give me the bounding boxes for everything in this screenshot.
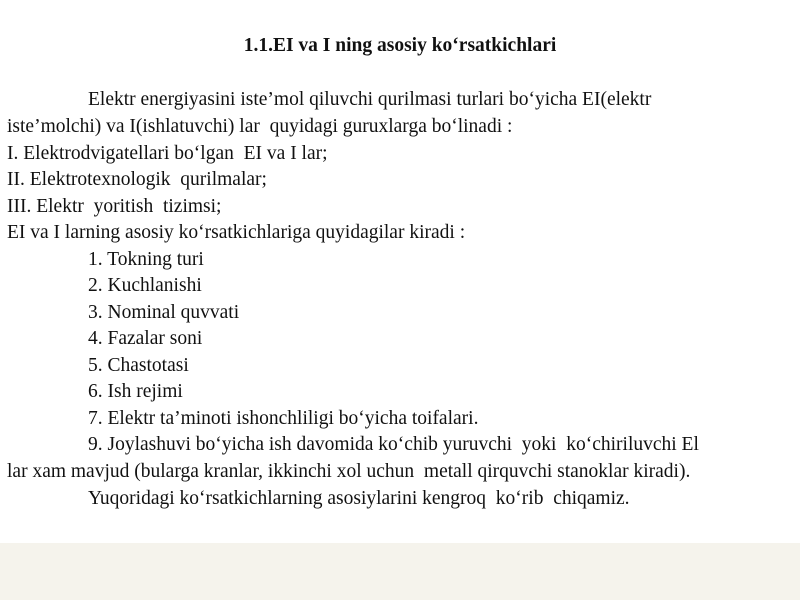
indicators-intro: EI va I larning asosiy ko‘rsatkichlariga quyidagilar kiradi : (7, 222, 466, 243)
paragraph1-line1: Elektr energiyasini iste’mol qiluvchi qurilmasi turlari bo‘yicha EI(elektr (88, 89, 652, 110)
indicator-item-4: 4. Fazalar soni (88, 328, 203, 349)
indicator-item-3: 3. Nominal quvvati (88, 302, 240, 323)
group-item-1: I. Elektrodvigatellari bo‘lgan EI va I lar; (7, 143, 328, 164)
group-item-3: III. Elektr yoritish tizimsi; (7, 196, 222, 217)
closing-sentence: Yuqoridagi ko‘rsatkichlarning asosiylarini kengroq ko‘rib chiqamiz. (88, 488, 630, 509)
indicator-item-7: 7. Elektr ta’minoti ishonchliligi bo‘yicha toifalari. (88, 408, 479, 429)
indicator-item-1: 1. Tokning turi (88, 249, 204, 270)
section-title: 1.1.EI va I ning asosiy ko‘rsatkichlari (243, 35, 557, 56)
indicator-item-2: 2. Kuchlanishi (88, 275, 202, 296)
footer-band (0, 543, 800, 600)
item9-line2: lar xam mavjud (bularga kranlar, ikkinchi xol uchun metall qirquvchi stanoklar kiradi). (7, 461, 691, 482)
indicator-item-5: 5. Chastotasi (88, 355, 189, 376)
indicator-item-6: 6. Ish rejimi (88, 381, 183, 402)
item9-line1: 9. Joylashuvi bo‘yicha ish davomida ko‘chib yuruvchi yoki ko‘chiriluvchi El (88, 434, 699, 455)
group-item-2: II. Elektrotexnologik qurilmalar; (7, 169, 267, 190)
paragraph1-line2: iste’molchi) va I(ishlatuvchi) lar quyidagi guruxlarga bo‘linadi : (7, 116, 513, 137)
